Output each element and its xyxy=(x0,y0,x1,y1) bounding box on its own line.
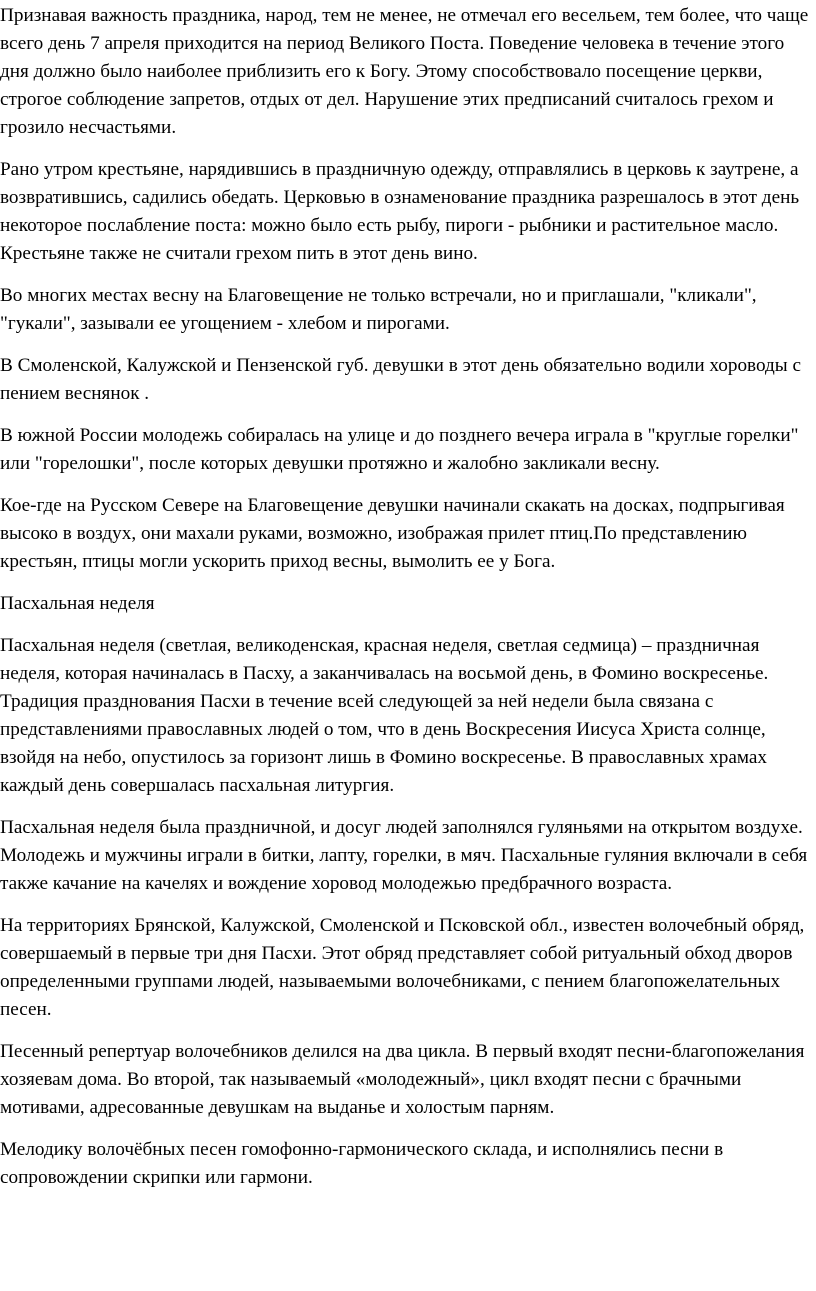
paragraph-volochebny-rite: На территориях Брянской, Калужской, Смоленской и Псковской обл., известен волочебный обряд, совершаемый в первые три дня Пасхи. Этот обряд представляет собой ритуальный обход дворов определенными группами людей, называемыми волочебниками, с пением благопожелательных песен. xyxy=(0,915,805,1020)
section-heading-easter-week: Пасхальная неделя xyxy=(0,593,155,614)
paragraph-song-repertoire: Песенный репертуар волочебников делился на два цикла. В первый входят песни-благопожелания хозяевам дома. Во второй, так называемый «молодежный», цикл входят песни с брачными мотивами, адресованные девушкам на выданье и холостым парням. xyxy=(0,1041,805,1118)
paragraph-easter-festivities: Пасхальная неделя была праздничной, и досуг людей заполнялся гуляньями на открытом воздухе. Молодежь и мужчины играли в битки, лапту, горелки, в мяч. Пасхальные гуляния включали в себя также качание на качелях и вождение хоровод молодежью предбрачного возраста. xyxy=(0,817,808,894)
paragraph-calling-spring: Во многих местах весну на Благовещение не только встречали, но и приглашали, "кликали", "гукали", зазывали ее угощением - хлебом и пирогами. xyxy=(0,285,757,334)
paragraph-easter-week-definition: Пасхальная неделя (светлая, великоденская, красная неделя, светлая седмица) – праздничная неделя, которая начиналась в Пасху, а заканчивалась на восьмой день, в Фомино воскресенье. Традиция празднования Пасхи в течение всей следующей за ней недели была связана с представлениями православных людей о том, что в день Воскресения Иисуса Христа солнце, взойдя на небо, опустилось за горизонт лишь в Фомино воскресенье. В православных храмах каждый день совершалась пасхальная литургия. xyxy=(0,635,769,796)
paragraph-russian-north: Кое-где на Русском Севере на Благовещение девушки начинали скакать на досках, подпрыгивая высоко в воздух, они махали руками, возможно, изображая прилет птиц.По представлению крестьян, птицы могли ускорить приход весны, вымолить ее у Бога. xyxy=(0,495,785,572)
paragraph-southern-russia: В южной России молодежь собиралась на улице и до позднего вечера играла в "круглые горелки" или "горелошки", после которых девушки протяжно и жалобно закликали весну. xyxy=(0,425,799,474)
paragraph-annunciation-observance: Признавая важность праздника, народ, тем не менее, не отмечал его весельем, тем более, что чаще всего день 7 апреля приходится на период Великого Поста. Поведение человека в течение этого дня должно было наиболее приблизить его к Богу. Этому способствовало посещение церкви, строгое соблюдение запретов, отдых от дел. Нарушение этих предписаний считалось грехом и грозило несчастьями. xyxy=(0,5,809,138)
paragraph-morning-church: Рано утром крестьяне, нарядившись в праздничную одежду, отправлялись в церковь к заутрене, а возвратившись, садились обедать. Церковью в ознаменование праздника разрешалось в этот день некоторое послабление поста: можно было есть рыбу, пироги - рыбники и растительное масло. Крестьяне также не считали грехом пить в этот день вино. xyxy=(0,159,800,264)
paragraph-round-dances: В Смоленской, Калужской и Пензенской губ. девушки в этот день обязательно водили хороводы с пением веснянок . xyxy=(0,355,801,404)
paragraph-melody: Мелодику волочёбных песен гомофонно-гармонического склада, и исполнялись песни в сопровождении скрипки или гармони. xyxy=(0,1139,724,1188)
